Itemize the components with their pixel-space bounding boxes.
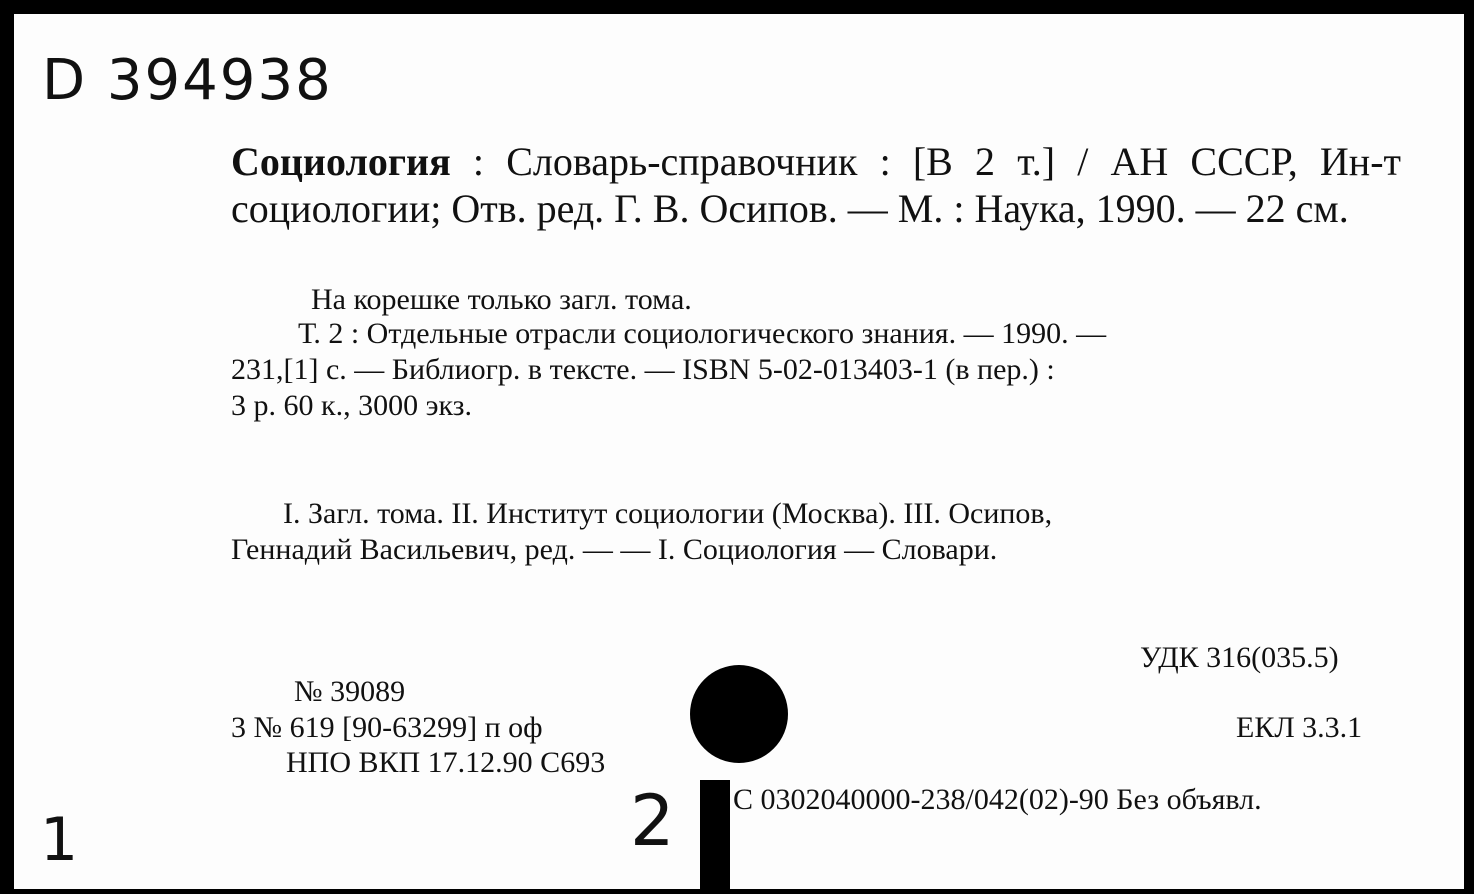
card-number: № 39089	[294, 675, 406, 708]
tracings-line2: Геннадий Васильевич, ред. — — I. Социология — Словари.	[231, 533, 998, 566]
title-statement	[231, 138, 1401, 232]
punch-hole	[690, 665, 788, 763]
note-volume-line2: 231,[1] с. — Библиогр. в тексте. — ISBN 5-02-013403-1 (в пер.) :	[231, 353, 1055, 386]
price-code: С 0302040000-238/042(02)-90 Без объявл.	[733, 783, 1262, 816]
printer-line: НПО ВКП 17.12.90 С693	[286, 746, 606, 779]
note-spine: На корешке только загл. тома.	[311, 283, 692, 316]
note-volume-line3: 3 р. 60 к., 3000 экз.	[231, 389, 472, 422]
handwritten-mark-bottom: 2	[630, 780, 675, 862]
udk-code: УДК 316(035.5)	[1140, 641, 1339, 674]
title-bold: Социология	[231, 139, 451, 184]
handwritten-mark-left: 1	[40, 805, 79, 875]
call-number: D 394938	[42, 48, 333, 113]
title-rest: : Словарь-справочник : [В 2 т.] / АН СССР, Ин-т социологии; Отв. ред. Г. В. Осипов. — М. : Наука, 1990. — 22 см.	[231, 139, 1401, 231]
card-shadow	[700, 780, 730, 894]
ekl-code: ЕКЛ 3.3.1	[1236, 711, 1363, 744]
tracings-line1: I. Загл. тома. II. Институт социологии (Москва). III. Осипов,	[283, 497, 1053, 530]
order-number: 3 № 619 [90-63299] п оф	[231, 711, 543, 744]
note-volume-line1: Т. 2 : Отдельные отрасли социологического знания. — 1990. —	[298, 317, 1107, 350]
